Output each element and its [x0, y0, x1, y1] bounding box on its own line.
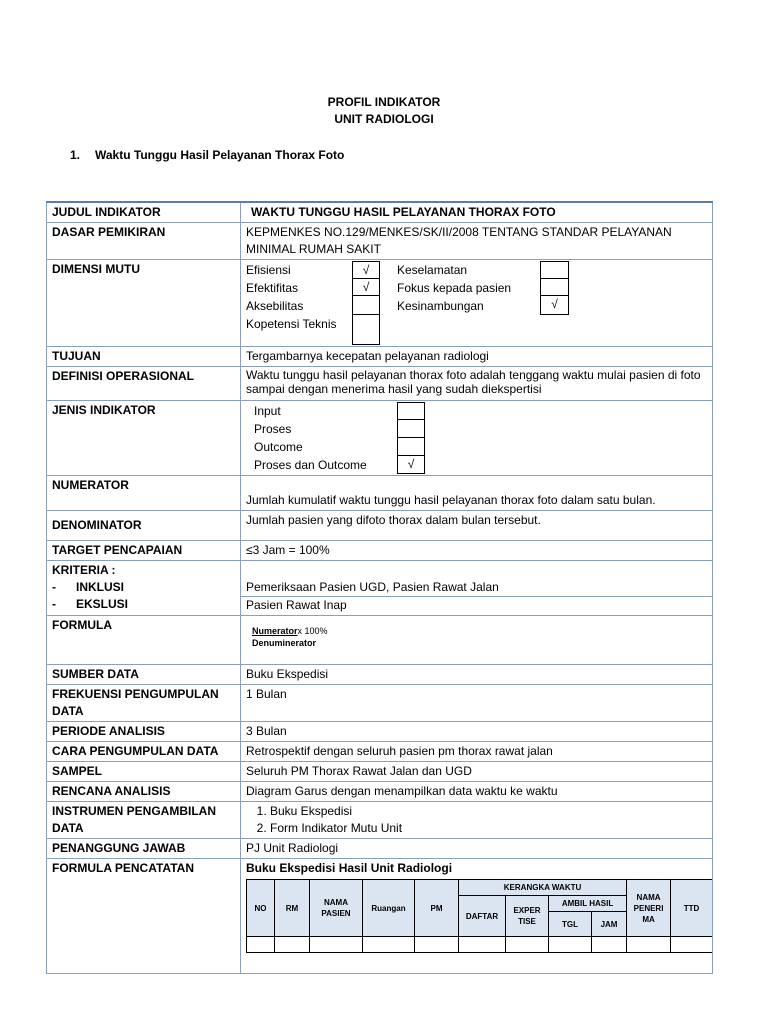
- instrumen-item: 2. Form Indikator Mutu Unit: [270, 820, 707, 837]
- col-header: DAFTAR: [459, 896, 506, 937]
- row-value: Jumlah kumulatif waktu tunggu hasil pelayanan thorax foto dalam satu bulan.: [241, 476, 713, 511]
- table-row: [47, 223, 713, 260]
- col-header: Ruangan: [363, 880, 415, 937]
- section-heading: [70, 148, 344, 162]
- table-row: [47, 401, 713, 476]
- table-row: [47, 742, 713, 762]
- col-header: EXPER TISE: [506, 896, 549, 937]
- table-row: [47, 561, 713, 616]
- kriteria-inklusi-label: INKLUSI: [76, 580, 124, 594]
- dimensi-item: Kopetensi Teknis: [246, 317, 337, 331]
- jenis-item: Proses dan Outcome: [254, 458, 367, 472]
- table-row: [47, 802, 713, 839]
- col-header: TTD: [671, 880, 713, 937]
- table-row: [47, 476, 713, 511]
- section-title: Waktu Tunggu Hasil Pelayanan Thorax Foto: [95, 148, 345, 162]
- formula-multiplier: x 100%: [297, 626, 328, 636]
- bullet-dash: -: [52, 597, 56, 611]
- checkbox: [352, 295, 380, 315]
- row-label: RENCANA ANALISIS: [47, 782, 241, 802]
- kriteria-value-cell: [241, 561, 713, 616]
- recording-form-table: [246, 879, 713, 953]
- row-label: DASAR PEMIKIRAN: [47, 223, 241, 260]
- row-label: PENANGGUNG JAWAB: [47, 839, 241, 859]
- jenis-item: Input: [254, 404, 281, 418]
- row-value: WAKTU TUNGGU HASIL PELAYANAN THORAX FOTO: [241, 202, 713, 223]
- formula-denominator: Denuminerator: [252, 638, 317, 648]
- col-header: AMBIL HASIL: [549, 896, 627, 912]
- row-value: Retrospektif dengan seluruh pasien pm thorax rawat jalan: [241, 742, 713, 762]
- table-row: [47, 859, 713, 974]
- col-header: RM: [275, 880, 310, 937]
- instrumen-cell: [241, 802, 713, 839]
- checkbox: √: [397, 455, 425, 474]
- row-value: KEPMENKES NO.129/MENKES/SK/II/2008 TENTANG STANDAR PELAYANAN MINIMAL RUMAH SAKIT: [241, 223, 713, 260]
- table-row: [47, 541, 713, 561]
- col-header: KERANGKA WAKTU: [459, 880, 627, 896]
- row-label: DENOMINATOR: [47, 511, 241, 541]
- row-label: TARGET PENCAPAIAN: [47, 541, 241, 561]
- row-value: PJ Unit Radiologi: [241, 839, 713, 859]
- row-value: 3 Bulan: [241, 722, 713, 742]
- instrumen-item: 1. Buku Ekspedisi: [270, 803, 707, 820]
- table-row: [47, 511, 713, 541]
- row-value: Jumlah pasien yang difoto thorax dalam bulan tersebut.: [241, 511, 713, 541]
- row-label: JUDUL INDIKATOR: [47, 202, 241, 223]
- dimensi-item: Efektifitas: [246, 281, 299, 295]
- kriteria-inklusi-value: Pemeriksaan Pasien UGD, Pasien Rawat Jalan: [246, 580, 499, 594]
- checkbox: √: [352, 261, 380, 279]
- row-label: SAMPEL: [47, 762, 241, 782]
- document-title: PROFIL INDIKATOR: [327, 95, 441, 109]
- table-row: [47, 616, 713, 665]
- checkbox: [352, 314, 380, 345]
- table-row: [47, 260, 713, 347]
- table-row: [47, 762, 713, 782]
- checkbox: [397, 437, 425, 456]
- row-label: TUJUAN: [47, 347, 241, 367]
- row-value: 1 Bulan: [241, 685, 713, 722]
- row-value: Waktu tunggu hasil pelayanan thorax foto adalah tenggang waktu mulai pasien di foto sampai dengan menerima hasil yang sudah diekspertisi: [241, 367, 713, 401]
- row-value: Buku Ekspedisi: [241, 665, 713, 685]
- checkbox: √: [540, 295, 569, 315]
- checkbox: [397, 402, 425, 420]
- col-header: NAMA PASIEN: [310, 880, 363, 937]
- row-label: KRITERIA :: [52, 563, 116, 577]
- row-label: CARA PENGUMPULAN DATA: [47, 742, 241, 762]
- jenis-indikator-cell: [241, 401, 713, 476]
- row-value: Tergambarnya kecepatan pelayanan radiologi: [241, 347, 713, 367]
- col-header: JAM: [592, 912, 627, 937]
- formula-cell: [241, 616, 713, 665]
- row-value: ≤3 Jam = 100%: [241, 541, 713, 561]
- checkbox: [540, 278, 569, 296]
- table-row: [47, 202, 713, 223]
- formula-numerator: Numerator: [252, 626, 298, 636]
- row-label: DEFINISI OPERASIONAL: [47, 367, 241, 401]
- col-header: NO: [247, 880, 275, 937]
- pencatatan-cell: [241, 859, 713, 974]
- table-row: [47, 367, 713, 401]
- jenis-item: Proses: [254, 422, 292, 436]
- dimensi-item: Aksebilitas: [246, 299, 304, 313]
- pencatatan-title: Buku Ekspedisi Hasil Unit Radiologi: [246, 861, 453, 875]
- row-label: NUMERATOR: [47, 476, 241, 511]
- row-label: SUMBER DATA: [47, 665, 241, 685]
- dimensi-item: Fokus kepada pasien: [397, 281, 512, 295]
- row-label: FREKUENSI PENGUMPULAN DATA: [47, 685, 241, 722]
- row-label: DIMENSI MUTU: [47, 260, 241, 347]
- table-row: [47, 347, 713, 367]
- dimensi-item: Efisiensi: [246, 263, 291, 277]
- section-number: 1.: [70, 148, 81, 162]
- bullet-dash: -: [52, 580, 56, 594]
- row-label: PERIODE ANALISIS: [47, 722, 241, 742]
- row-value: Seluruh PM Thorax Rawat Jalan dan UGD: [241, 762, 713, 782]
- document-subtitle: UNIT RADIOLOGI: [334, 112, 434, 126]
- table-row: [47, 839, 713, 859]
- col-header: TGL: [549, 912, 592, 937]
- empty-form-row: [247, 937, 713, 953]
- row-value: Diagram Garus dengan menampilkan data waktu ke waktu: [241, 782, 713, 802]
- indicator-profile-table: [46, 201, 713, 974]
- checkbox: [397, 419, 425, 438]
- kriteria-label-cell: [47, 561, 241, 616]
- checkbox: √: [352, 278, 380, 296]
- col-header: NAMA PENERI MA: [627, 880, 671, 937]
- row-label: FORMULA PENCATATAN: [47, 859, 241, 974]
- table-row: [47, 665, 713, 685]
- table-row: [47, 782, 713, 802]
- table-row: [47, 685, 713, 722]
- col-header: PM: [415, 880, 459, 937]
- jenis-item: Outcome: [254, 440, 303, 454]
- dimensi-item: Keselamatan: [397, 263, 468, 277]
- checkbox: [540, 261, 569, 279]
- row-label: FORMULA: [47, 616, 241, 665]
- dimensi-mutu-cell: [241, 260, 713, 347]
- dimensi-item: Kesinambungan: [397, 299, 484, 313]
- table-row: [47, 722, 713, 742]
- kriteria-eksklusi-label: EKSLUSI: [76, 597, 129, 611]
- kriteria-eksklusi-value: Pasien Rawat Inap: [241, 596, 712, 614]
- row-label: JENIS INDIKATOR: [47, 401, 241, 476]
- row-label: INSTRUMEN PENGAMBILAN DATA: [47, 802, 241, 839]
